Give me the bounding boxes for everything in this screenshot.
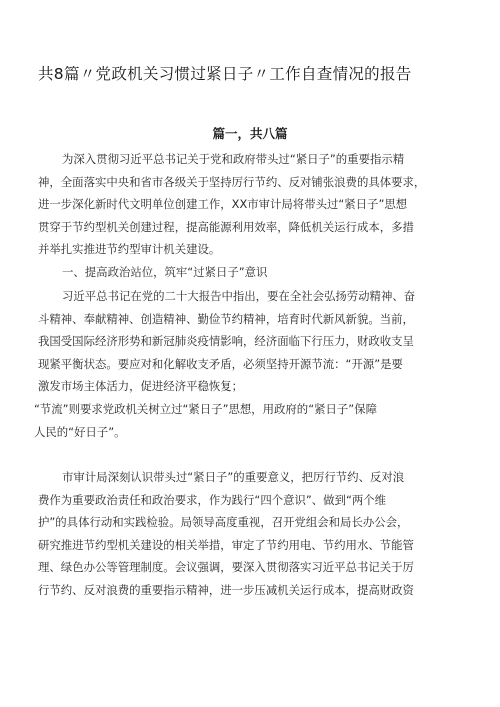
text-line: 贯穿于节约型机关创建过程，提高能源利用效率，降低机关运行成本，多措 [38,219,414,234]
text-line: 神，全面落实中央和省市各级关于坚持厉行节约、反对铺张浪费的具体要求， [38,174,426,189]
text-line: 进一步深化新时代文明单位创建工作，XX市审计局将带头过“紧日子”思想 [38,197,408,212]
text-line: 研究推进节约型机关建设的相关举措，审定了节约用电、节约用水、节能管 [38,537,414,552]
paragraph-four [38,466,470,602]
text-line: 一、提高政治站位，筑牢“过紧日子”意识 [62,265,268,279]
text-line: 人民的“好日子”。 [34,424,126,439]
section-heading: 篇一，共八篇 [212,126,288,141]
paragraph-three [34,398,466,443]
text-line: 市审计局深刻认识带头过“紧日子”的重要意义，把厉行节约、反对浪 [62,470,405,484]
heading-one [38,261,470,284]
text-line: 行节约、反对浪费的重要指示精神，进一步压减机关运行成本，提高财政资 [38,582,414,597]
paragraph-intro [38,148,470,261]
text-line: 护”的具体行动和实践检验。局领导高度重视，召开党组会和局长办公会， [38,515,409,530]
text-line: 激发市场主体活力，促进经济平稳恢复； [38,379,244,394]
text-line: 理、绿色办公等管理制度。会议强调，要深入贯彻落实习近平总书记关于厉 [38,560,414,575]
text-line: 为深入贯彻习近平总书记关于党和政府带头过“紧日子”的重要指示精 [62,152,405,166]
text-line: “节流”则要求党政机关树立过“紧日子”思想，用政府的“紧日子”保障 [34,402,377,416]
text-line: 现紧平衡状态。要应对和化解收支矛盾，必须坚持开源节流：“开源”是要 [38,356,403,371]
text-line: 斗精神、奉献精神、创造精神、勤俭节约精神，培育时代新风新貌。当前， [38,311,414,326]
document-title: 共8篇〃党政机关习惯过紧日子〃工作自查情况的报告 [38,65,412,83]
text-line: 我国受国际经济形势和新冠肺炎疫情影响，经济面临下行压力，财政收支呈 [38,334,414,349]
text-line: 费作为重要政治责任和政治要求，作为践行“四个意识”、做到“两个维 [38,492,387,507]
paragraph-two [38,285,470,398]
text-line: 并举扎实推进节约型审计机关建设。 [38,242,221,257]
text-line: 习近平总书记在党的二十大报告中指出，要在全社会弘扬劳动精神、奋 [62,289,416,303]
